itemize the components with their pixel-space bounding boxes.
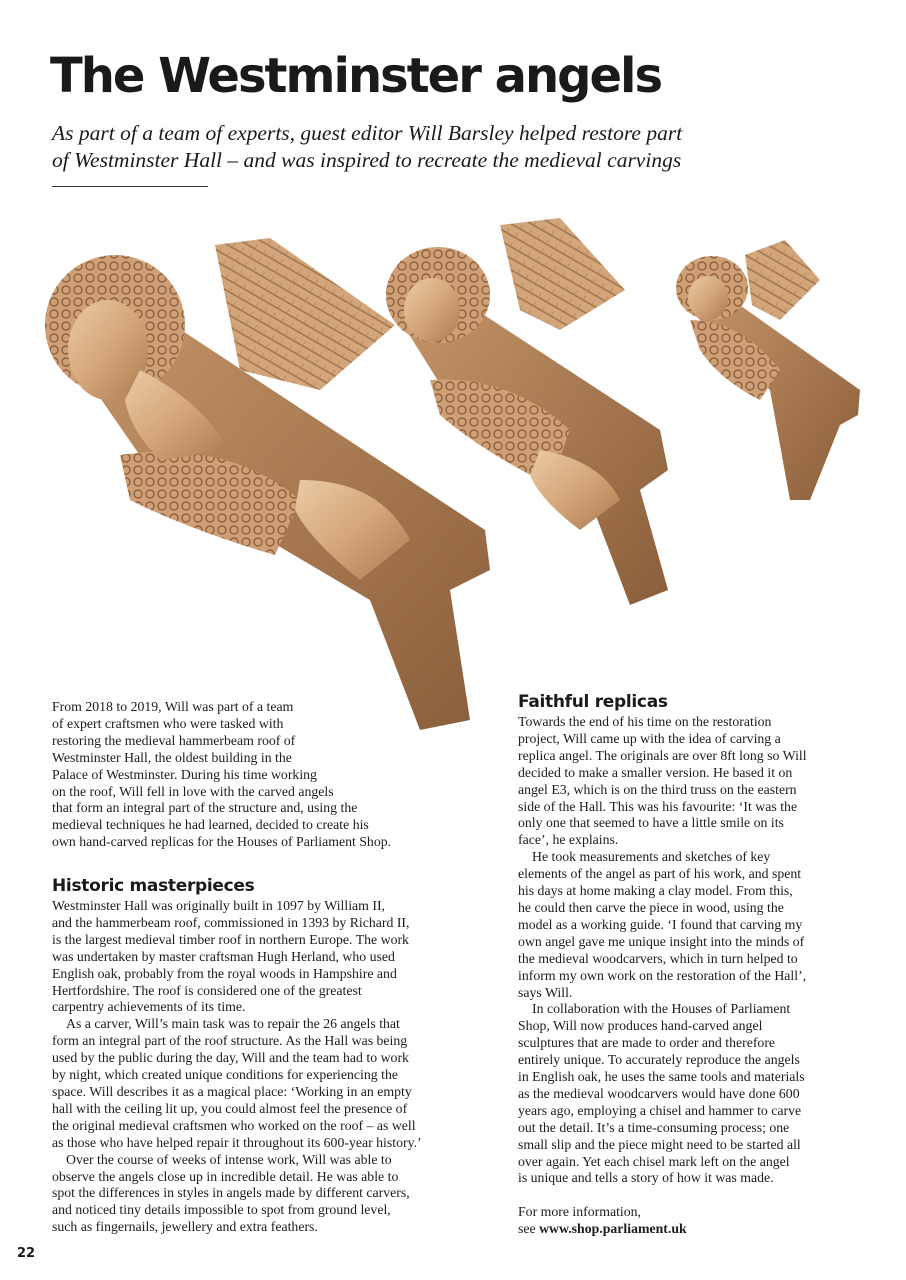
paragraph	[52, 1152, 452, 1237]
body-line: inform my own work on the restoration of the Hall’,	[518, 967, 807, 983]
body-line: Over the course of weeks of intense work, Will was able to	[66, 1151, 392, 1167]
page-number: 22	[17, 1246, 36, 1261]
body-line: carpentry achievements of its time.	[52, 999, 246, 1015]
body-line: out the detail. It’s a time-consuming process; one	[518, 1119, 790, 1135]
body-line: years ago, employing a chisel and hammer to carve	[518, 1102, 802, 1118]
intro-line: From 2018 to 2019, Will was part of a team	[52, 699, 294, 714]
paragraph	[518, 714, 838, 849]
body-line: Shop, Will now produces hand-carved angel	[518, 1018, 763, 1034]
intro-line: restoring the medieval hammerbeam roof of	[52, 732, 296, 748]
body-line: small slip and the piece might need to be started all	[518, 1136, 801, 1152]
section-heading-historic: Historic masterpieces	[52, 876, 255, 896]
intro-line: own hand-carved replicas for the Houses of Parliament Shop.	[52, 834, 392, 850]
body-line: form an integral part of the roof structure. As the Hall was being	[52, 1033, 408, 1049]
body-line: own angel gave me unique insight into the minds of	[518, 933, 805, 949]
standfirst-line: of Westminster Hall – and was inspired to recreate the medieval carvings	[52, 148, 682, 172]
intro-paragraph	[52, 699, 452, 851]
body-line: the original medieval craftsmen who worked on the roof – as well	[52, 1117, 416, 1133]
standfirst	[52, 120, 752, 174]
body-line: space. Will describes it as a magical place: ‘Working in an empty	[52, 1083, 412, 1099]
more-info-text: For more information,	[518, 1204, 641, 1220]
body-line: as those who have helped repair it throughout its 600-year history.’	[52, 1134, 422, 1150]
body-line: only one that seemed to have a little smile on its	[518, 815, 784, 831]
body-line: He took measurements and sketches of key	[532, 849, 771, 865]
body-line: such as fingernails, jewellery and extra feathers.	[52, 1219, 318, 1235]
body-line: and noticed tiny details impossible to spot from ground level,	[52, 1202, 391, 1218]
body-line: the medieval woodcarvers, which in turn helped to	[518, 950, 798, 966]
body-line: As a carver, Will’s main task was to repair the 26 angels that	[66, 1016, 400, 1032]
body-line: sculptures that are made to order and therefore	[518, 1035, 776, 1051]
body-line: his days at home making a clay model. From this,	[518, 883, 793, 899]
body-line: observe the angels close up in incredible detail. He was able to	[52, 1168, 399, 1184]
paragraph	[52, 898, 452, 1016]
right-column	[518, 690, 838, 1238]
body-line: in English oak, he uses the same tools and materials	[518, 1069, 805, 1085]
shop-link[interactable]: www.shop.parliament.uk	[539, 1221, 687, 1237]
body-line: used by the public during the day, Will and the team had to work	[52, 1050, 409, 1066]
body-line: replica angel. The originals are over 8ft long so Will	[518, 747, 807, 763]
paragraph	[518, 849, 838, 1001]
intro-line: Palace of Westminster. During his time working	[52, 766, 317, 782]
paragraph	[518, 1001, 838, 1187]
body-line: Westminster Hall was originally built in 1097 by William II,	[52, 898, 385, 913]
body-line: elements of the angel as part of his work, and spent	[518, 866, 802, 882]
left-column	[52, 874, 452, 1236]
body-line: model as a working guide. ‘I found that carving my	[518, 916, 803, 932]
see-prefix: see	[518, 1221, 540, 1237]
standfirst-line: As part of a team of experts, guest editor Will Barsley helped restore part	[52, 121, 683, 145]
title-rule	[52, 186, 208, 187]
more-info-link-line	[518, 1221, 838, 1238]
body-line: spot the differences in styles in angels made by different carvers,	[52, 1185, 410, 1201]
body-line: by night, which created unique conditions for experiencing the	[52, 1067, 398, 1083]
intro-line: that form an integral part of the structure and, using the	[52, 800, 358, 816]
body-line: angel E3, which is on the third truss on the eastern	[518, 781, 797, 797]
body-line: and the hammerbeam roof, commissioned in 1393 by Richard II,	[52, 914, 410, 930]
intro-line: of expert craftsmen who were tasked with	[52, 715, 284, 731]
paragraph	[52, 1016, 452, 1151]
body-line: is the largest medieval timber roof in northern Europe. The work	[52, 931, 409, 947]
body-line: Towards the end of his time on the restoration	[518, 714, 772, 729]
body-line: entirely unique. To accurately reproduce the angels	[518, 1052, 800, 1068]
section-heading-faithful: Faithful replicas	[518, 692, 668, 712]
body-line: was undertaken by master craftsman Hugh Herland, who used	[52, 948, 395, 964]
body-line: English oak, probably from the royal woods in Hampshire and	[52, 965, 397, 981]
intro-line: medieval techniques he had learned, decided to create his	[52, 817, 369, 833]
body-line: over again. Yet each chisel mark left on the angel	[518, 1153, 790, 1169]
body-line: decided to make a smaller version. He based it on	[518, 764, 793, 780]
body-line: hall with the ceiling lit up, you could almost feel the presence of	[52, 1100, 408, 1116]
body-line: Hertfordshire. The roof is considered one of the greatest	[52, 982, 362, 998]
body-line: as the medieval woodcarvers would have done 600	[518, 1085, 800, 1101]
body-line: side of the Hall. This was his favourite: ‘It was the	[518, 798, 798, 814]
body-line: is unique and tells a story of how it was made.	[518, 1170, 774, 1186]
body-line: face’, he explains.	[518, 832, 619, 848]
body-line: he could then carve the piece in wood, using the	[518, 899, 784, 915]
intro-line: Westminster Hall, the oldest building in the	[52, 749, 292, 765]
article-title: The Westminster angels	[50, 48, 662, 104]
body-line: In collaboration with the Houses of Parliament	[532, 1001, 791, 1017]
intro-line: on the roof, Will fell in love with the carved angels	[52, 783, 334, 799]
angel-carving-small	[676, 240, 860, 500]
body-line: says Will.	[518, 984, 573, 1000]
angel-carvings-photo	[0, 200, 906, 740]
body-line: project, Will came up with the idea of carving a	[518, 730, 781, 746]
